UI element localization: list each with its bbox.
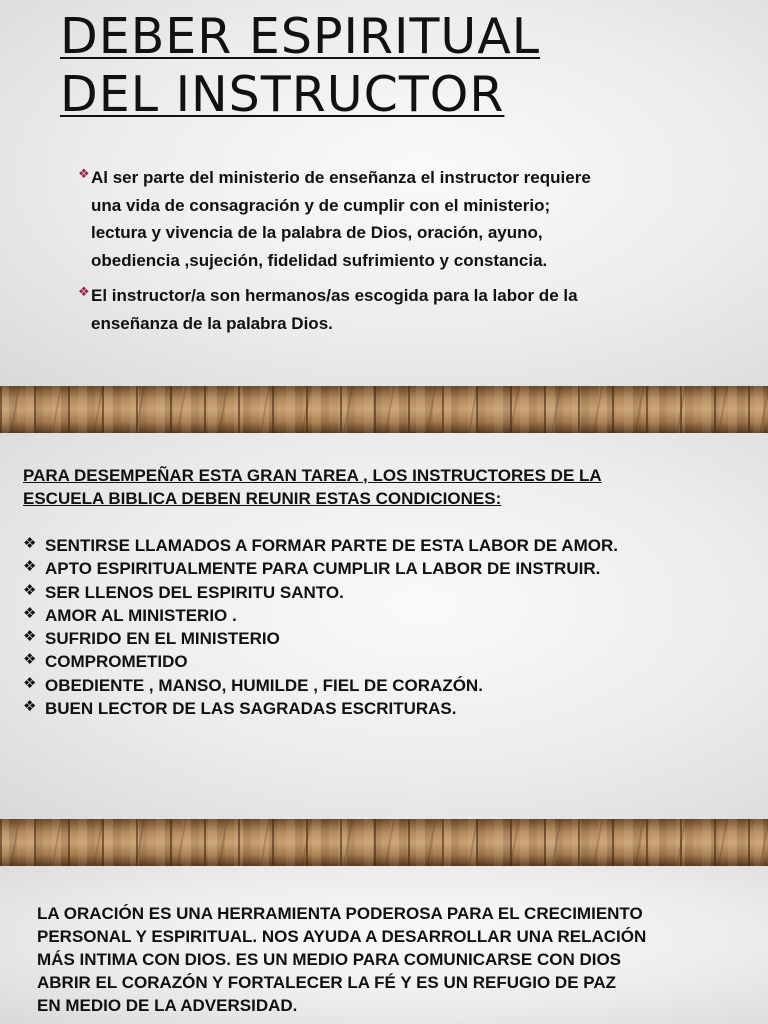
prayer-line: MÁS INTIMA CON DIOS. ES UN MEDIO PARA COMUNICARSE CON DIOS xyxy=(37,950,622,969)
prayer-line: ABRIR EL CORAZÓN Y FORTALECER LA FÉ Y ES UN REFUGIO DE PAZ xyxy=(37,973,616,992)
bullet-text: Al ser parte del ministerio de enseñanza el instructor requiere una vida de consagración y de cumplir con el ministerio; lectura y vivencia de la palabra de Dios, oración, ayuno, obediencia ,sujeción, fidelidad sufrimiento y constancia. xyxy=(91,168,591,270)
condition-text: COMPROMETIDO xyxy=(45,652,188,672)
bullet-item xyxy=(78,282,608,337)
diamond-bullet-icon: ❖ xyxy=(23,698,37,716)
condition-item xyxy=(23,674,618,697)
diamond-bullet-icon: ❖ xyxy=(23,581,37,599)
condition-text: SUFRIDO EN EL MINISTERIO xyxy=(45,629,280,649)
condition-text: SENTIRSE LLAMADOS A FORMAR PARTE DE ESTA LABOR DE AMOR. xyxy=(45,536,618,555)
diamond-bullet-icon: ❖ xyxy=(23,628,37,646)
diamond-bullet-icon: ❖ xyxy=(23,674,37,692)
prayer-line: PERSONAL Y ESPIRITUAL. NOS AYUDA A DESARROLLAR UNA RELACIÓN xyxy=(37,927,647,946)
condition-text: APTO ESPIRITUALMENTE PARA CUMPLIR LA LABOR DE INSTRUIR. xyxy=(45,559,601,579)
diamond-bullet-icon: ❖ xyxy=(23,558,37,576)
intro-line: ESCUELA BIBLICA DEBEN REUNIR ESTAS CONDICIONES: xyxy=(23,489,502,508)
bullet-list xyxy=(78,164,608,345)
condition-item xyxy=(23,697,618,720)
diamond-bullet-icon: ❖ xyxy=(23,535,37,552)
condition-item xyxy=(23,627,618,650)
wood-floor-divider xyxy=(0,386,768,433)
condition-item xyxy=(23,650,618,673)
slide-oracion xyxy=(0,866,768,1024)
slide-title-line: DEBER ESPIRITUAL xyxy=(60,8,541,65)
slide-title xyxy=(60,8,540,124)
condition-text: SER LLENOS DEL ESPIRITU SANTO. xyxy=(45,582,344,602)
wood-floor-divider xyxy=(0,819,768,866)
condition-item xyxy=(23,581,618,604)
intro-heading xyxy=(23,464,753,510)
condition-text: BUEN LECTOR DE LAS SAGRADAS ESCRITURAS. xyxy=(45,699,457,719)
condition-item xyxy=(23,534,618,557)
conditions-list xyxy=(23,534,618,720)
bullet-item xyxy=(78,164,608,274)
condition-text: AMOR AL MINISTERIO . xyxy=(45,605,237,625)
bullet-text: El instructor/a son hermanos/as escogida para la labor de la enseñanza de la palabra Dios. xyxy=(91,286,578,333)
slide-title-line: DEL INSTRUCTOR xyxy=(60,66,505,123)
diamond-bullet-icon: ❖ xyxy=(23,604,37,622)
intro-line: PARA DESEMPEÑAR ESTA GRAN TAREA , LOS INSTRUCTORES DE LA xyxy=(23,466,602,485)
prayer-line: LA ORACIÓN ES UNA HERRAMIENTA PODEROSA PARA EL CRECIMIENTO xyxy=(37,904,643,923)
slide-condiciones xyxy=(0,433,768,819)
diamond-bullet-icon: ❖ xyxy=(23,651,37,669)
condition-text: OBEDIENTE , MANSO, HUMILDE , FIEL DE CORAZÓN. xyxy=(45,675,483,695)
condition-item xyxy=(23,604,618,627)
condition-item xyxy=(23,557,618,580)
prayer-paragraph xyxy=(37,902,747,1017)
prayer-line: EN MEDIO DE LA ADVERSIDAD. xyxy=(37,996,298,1015)
slide-deber-espiritual xyxy=(0,0,768,386)
diamond-bullet-icon: ❖ xyxy=(78,166,90,181)
diamond-bullet-icon: ❖ xyxy=(78,284,90,299)
